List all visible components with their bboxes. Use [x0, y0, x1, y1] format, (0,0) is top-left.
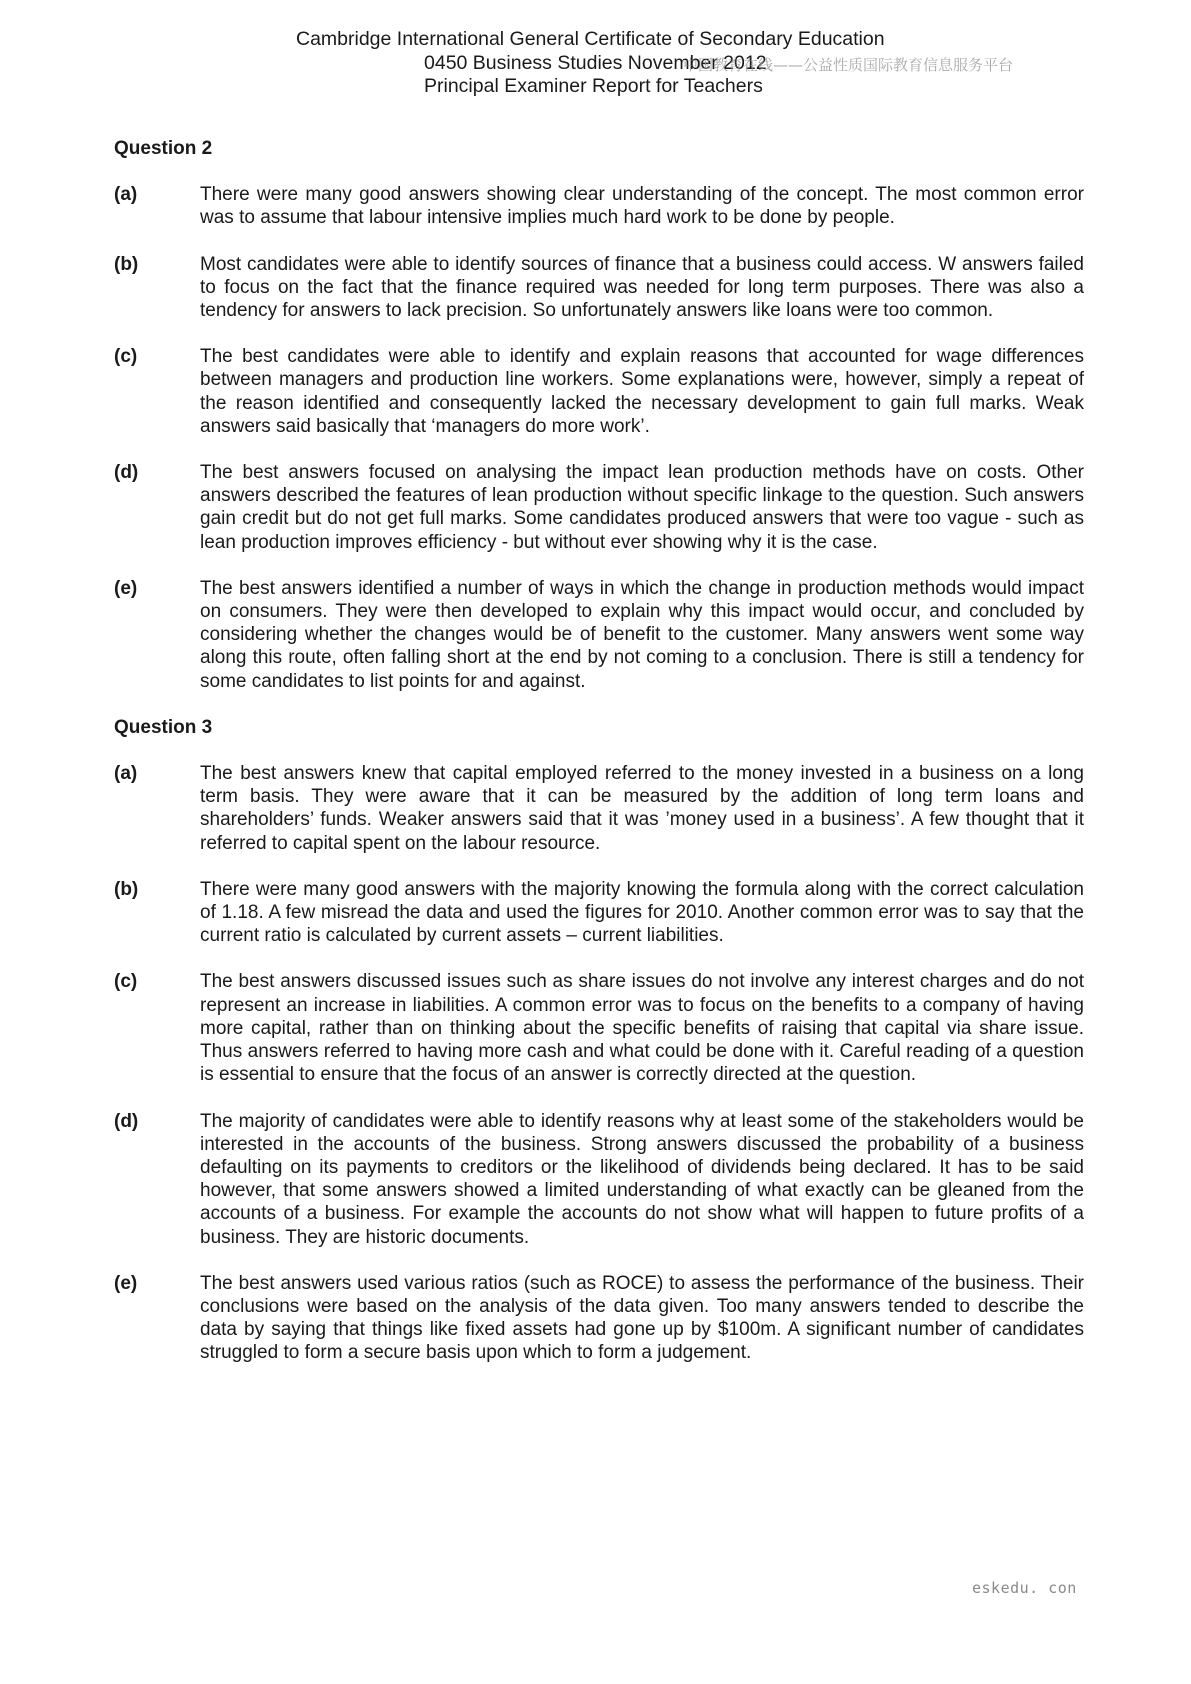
answer-item	[114, 762, 1084, 855]
item-label: (e)	[114, 577, 138, 599]
item-label: (a)	[114, 763, 138, 785]
item-text: The best answers knew that capital employed referred to the money invested in a business on a long term basis. They were aware that it can be measured by the addition of long term loans and shareholders’ funds. Weaker answers said that it was ’money used in a business’. A few thought that it referred to capital spent on the labour resource.	[200, 763, 1084, 854]
header-watermark: 中国教育在线——公益性质国际教育信息服务平台	[683, 55, 1014, 74]
answer-item	[114, 345, 1084, 438]
header-report-type: Principal Examiner Report for Teachers	[424, 75, 763, 97]
item-text: The best answers discussed issues such as share issues do not involve any interest charges and do not represent an increase in liabilities. A common error was to focus on the benefits to a company of having more capital, rather than on thinking about the specific benefits of raising that capital via share issue. Thus answers referred to having more cash and what could be done with it. Careful reading of a question is essential to ensure that the focus of an answer is correctly directed at the question.	[200, 971, 1084, 1086]
item-text: The majority of candidates were able to identify reasons why at least some of the stakeholders would be interested in the accounts of the business. Strong answers discussed the probability of a business defaulting on its payments to creditors or the likelihood of dividends being declared. It has to be said however, that some answers showed a limited understanding of what exactly can be gleaned from the accounts of a business. For example the accounts do not show what will happen to future profits of a business. They are historic documents.	[200, 1110, 1084, 1248]
item-label: (b)	[114, 878, 139, 900]
item-text: Most candidates were able to identify sources of finance that a business could access. W answers failed to focus on the fact that the finance required was needed for long term purposes. There was also a tendency for answers to lack precision. So unfortunately answers like loans were too common.	[200, 253, 1084, 322]
header-syllabus-line	[0, 52, 1191, 76]
question-title: Question 2	[114, 138, 213, 159]
footer-watermark: eskedu. con	[972, 1579, 1077, 1597]
question-2-section	[114, 137, 1084, 693]
header-qualification: Cambridge International General Certificate of Secondary Education	[296, 28, 885, 50]
report-body	[114, 137, 1084, 1388]
item-label: (c)	[114, 971, 138, 993]
answer-item	[114, 970, 1084, 1086]
item-label: (d)	[114, 462, 139, 484]
answer-item	[114, 1110, 1084, 1249]
header-syllabus: 0450 Business Studies November 2012	[424, 51, 767, 74]
question-title: Question 3	[114, 716, 213, 738]
item-text: The best answers focused on analysing the impact lean production methods have on costs. Other answers described the features of lean production without specific linkage to the question. Such answers gain credit but do not get full marks. Some candidates produced answers that were too vague - such as lean production improves efficiency - but without ever showing why it is the case.	[200, 462, 1084, 553]
answer-item	[114, 461, 1084, 554]
item-label: (e)	[114, 1272, 138, 1294]
answer-item	[114, 878, 1084, 948]
item-text: There were many good answers showing clear understanding of the concept. The most common error was to assume that labour intensive implies much hard work to be done by people.	[200, 184, 1084, 229]
answer-item	[114, 253, 1084, 323]
item-label: (b)	[114, 253, 139, 275]
item-text: The best answers used various ratios (such as ROCE) to assess the performance of the business. Their conclusions were based on the analysis of the data given. Too many answers tended to describe the data by saying that things like fixed assets had gone up by $100m. A significant number of candidates struggled to form a secure basis upon which to form a judgement.	[200, 1272, 1084, 1364]
item-text: The best answers identified a number of ways in which the change in production methods would impact on consumers. They were then developed to explain why this impact would occur, and concluded by considering whether the changes would be of benefit to the customer. Many answers went some way along this route, often falling short at the end by not coming to a conclusion. There is still a tendency for some candidates to list points for and against.	[200, 577, 1084, 692]
answer-item	[114, 1272, 1084, 1365]
item-label: (c)	[114, 346, 138, 368]
item-text: There were many good answers with the majority knowing the formula along with the correct calculation of 1.18. A few misread the data and used the figures for 2010. Another common error was to say that the current ratio is calculated by current assets – current liabilities.	[200, 878, 1084, 947]
item-text: The best candidates were able to identify and explain reasons that accounted for wage differences between managers and production line workers. Some explanations were, however, simply a repeat of the reason identified and consequently lacked the necessary development to gain full marks. Weak answers said basically that ‘managers do more work’.	[200, 346, 1084, 437]
report-header	[0, 28, 1191, 99]
question-3-section	[114, 716, 1084, 1365]
answer-item	[114, 577, 1084, 693]
item-label: (d)	[114, 1110, 139, 1132]
item-label: (a)	[114, 184, 138, 206]
answer-item	[114, 183, 1084, 229]
